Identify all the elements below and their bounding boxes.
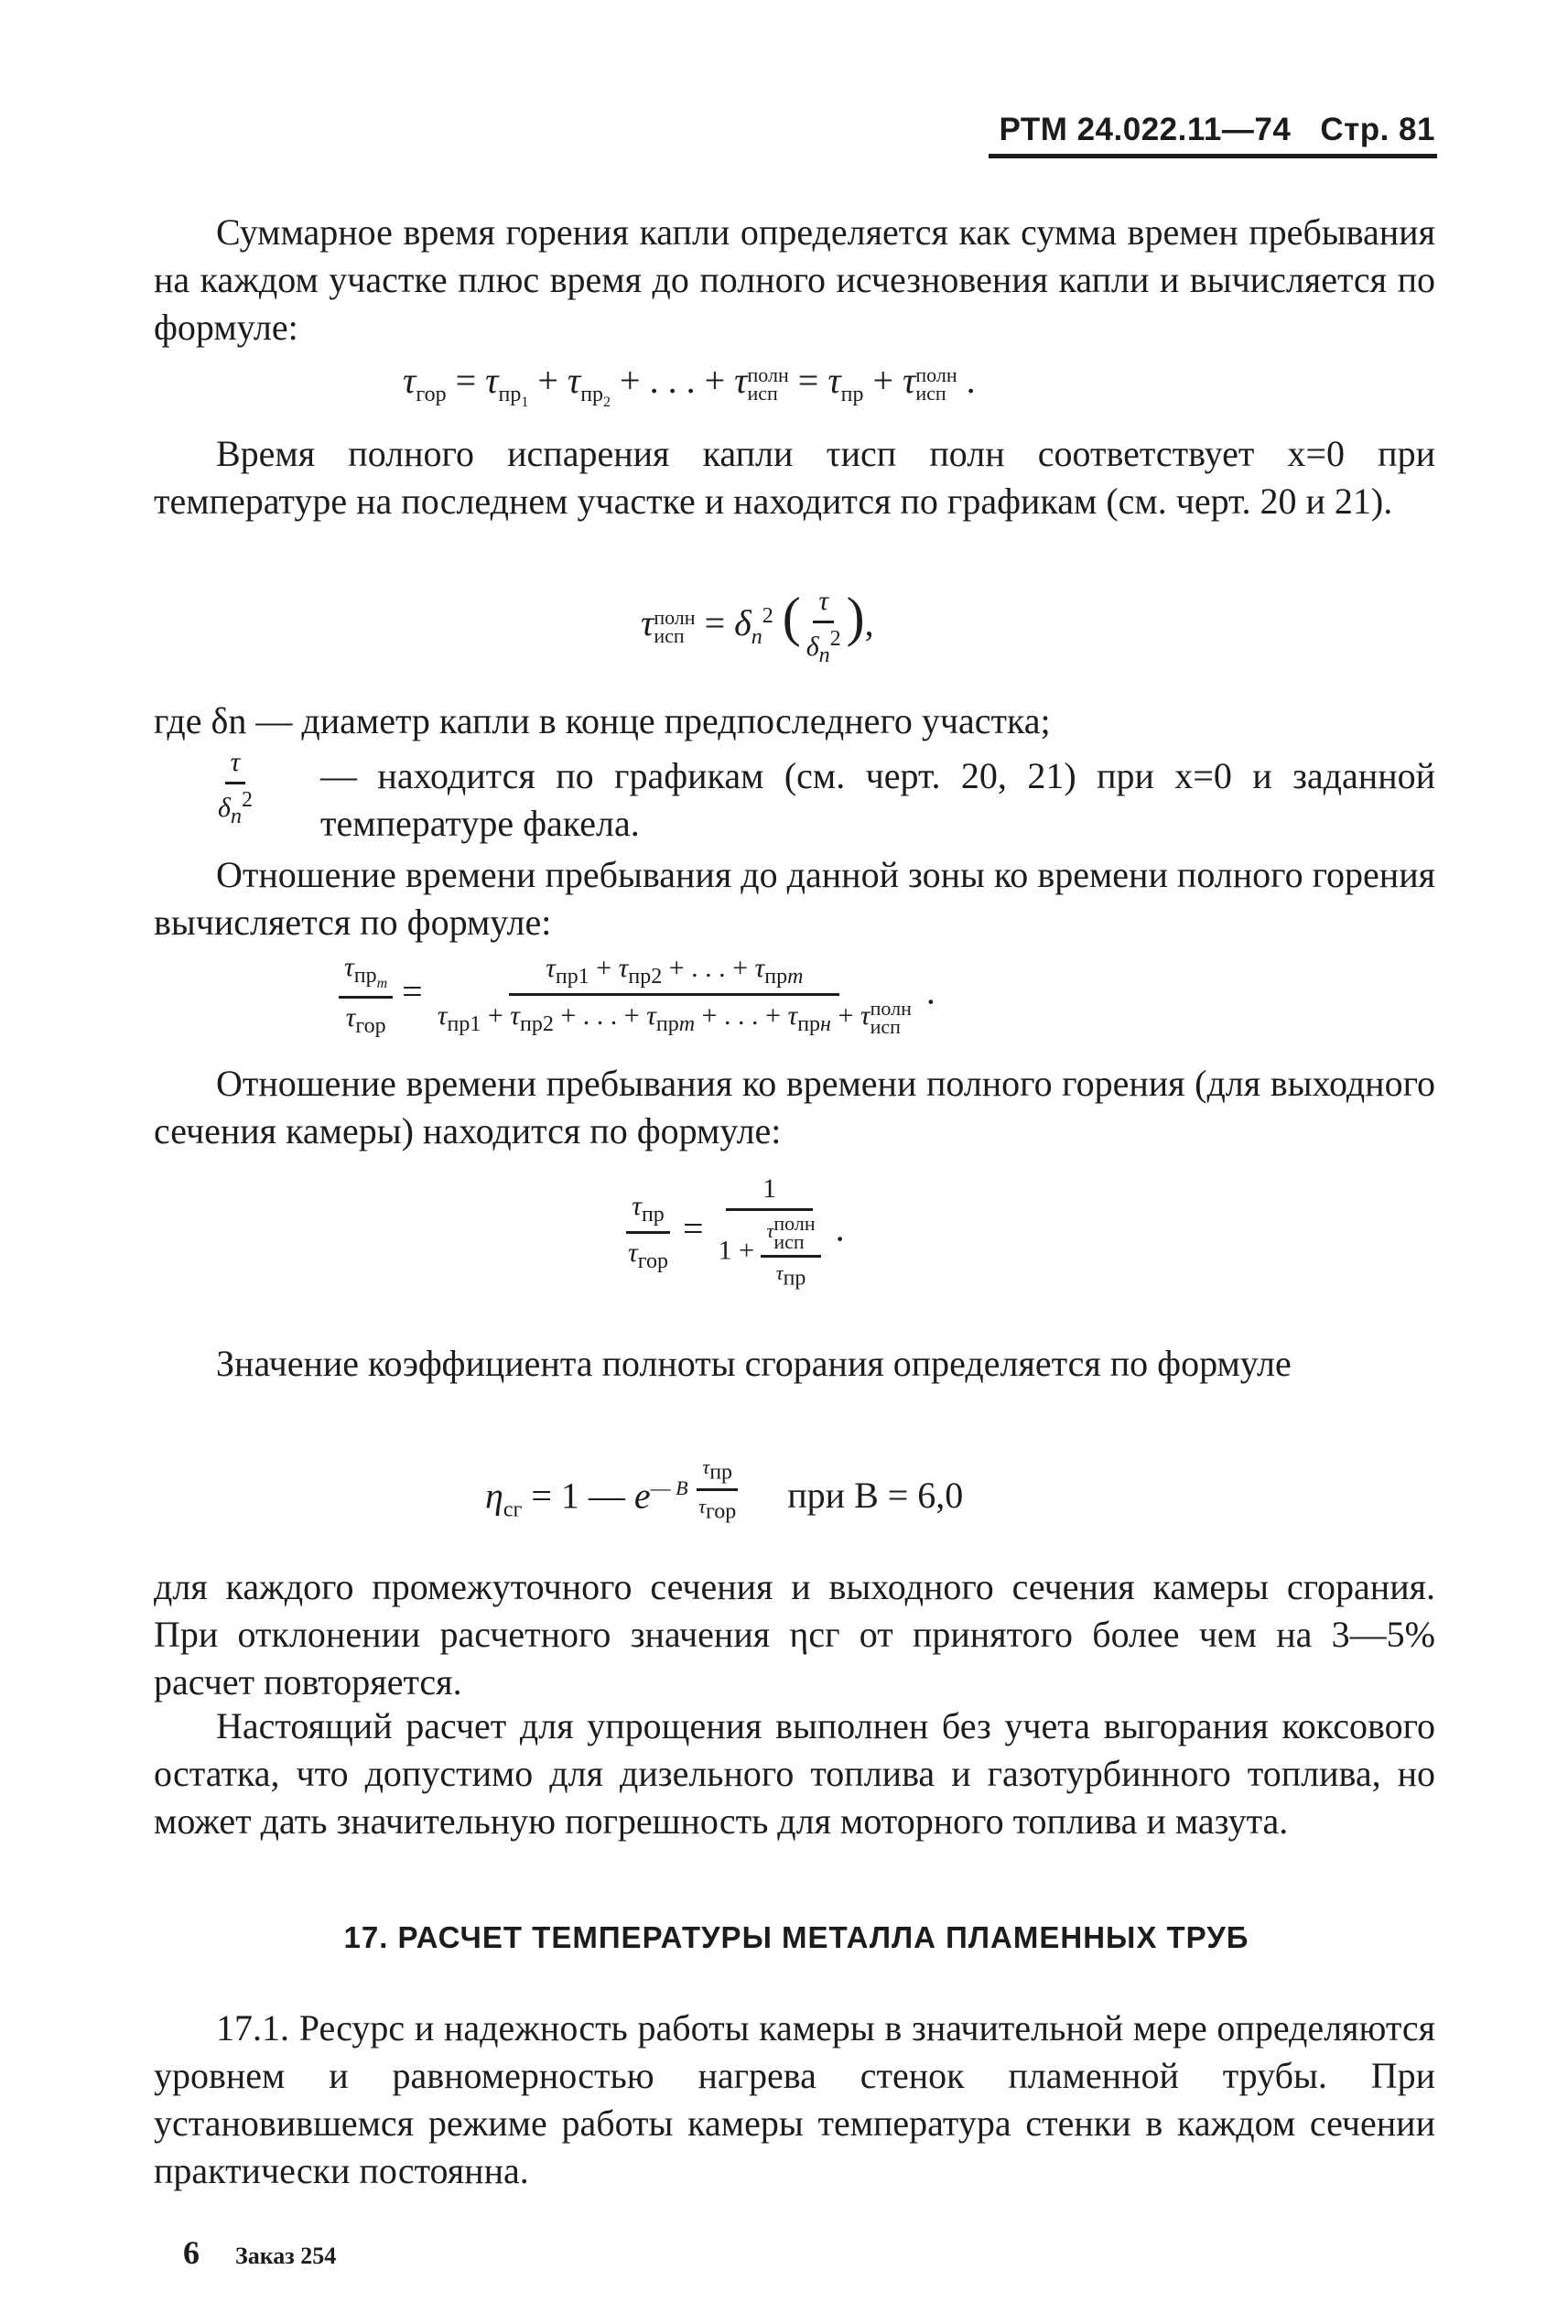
paragraph-2: Время полного испарения капли τисп полн соответствует x=0 при температуре на последнем участке и находится по графикам (см. черт. 20 и 21). [154, 433, 1435, 522]
paragraph-1-block [154, 209, 1435, 351]
paragraph-3-dn: где δn — диаметр капли в конце предпоследнего участка; [154, 700, 1051, 741]
paragraph-9-block [154, 2005, 1435, 2195]
paragraph-6: Значение коэффициента полноты сгорания определяется по формуле [216, 1343, 1292, 1384]
paragraph-4: Отношение времени пребывания до данной зоны ко времени полного горения вычисляется по формуле: [154, 854, 1435, 943]
paragraph-2-block [154, 430, 1435, 525]
formula-condition: при B = 6,0 [787, 1475, 964, 1517]
paragraph-3-block [154, 697, 1435, 745]
formula-combustion-efficiency: $\eta_{сг} = 1$ — $e^{— B \frac{\tau_{пр}}{\tau_{гор}}}$ при B = 6,0 [485, 1455, 964, 1524]
footer-order: Заказ 254 [235, 2243, 337, 2269]
paragraph-5-block [154, 1060, 1435, 1155]
footer-page-number: 6 [183, 2234, 200, 2271]
frac-tau-dn2: $\frac{\tau}{\delta_n^2}$ [218, 747, 253, 828]
header-rule [989, 154, 1437, 158]
paragraph-6-block [154, 1340, 1435, 1388]
paragraph-1: Суммарное время горения капли определяется как сумма времен пребывания на каждом участке плюс время до полного исчезновения капли и вычисляется по формуле: [154, 211, 1435, 348]
formula-total-time: $\tau_{гор} = \tau_{пр_1} + \tau_{пр_2}$ + . . . + τ полн исп = $\tau_{пр} + \tau$ полн исп . [403, 360, 976, 410]
paragraph-8: Настоящий расчет для упрощения выполнен без учета выгорания коксового остатка, что допустимо для дизельного топлива и газотурбинного топлива, но может дать значительную погрешность для моторного топлива и мазута. [154, 1705, 1435, 1842]
doc-code: РТМ 24.022.11—74 [999, 112, 1292, 147]
formula-residence-ratio: $\frac{\tau_{пр_m}}{\tau_{гор}}$ = $\tau_{пр1} + \tau_{пр2}$ + . . . + $\tau_{прm}$ $\tau_{пр1} + \tau_{пр2}$ + . . . + $\tau_{прm}$ + . . . + $\tau_{прн} + \tau$ полн исп . [339, 952, 935, 1039]
paragraph-8-block [154, 1702, 1435, 1845]
paragraph-5: Отношение времени пребывания ко времени полного горения (для выходного сечения камеры) находится по формуле: [154, 1063, 1435, 1151]
formula-evaporation-time: τ полн исп = $\delta_n^2$ ( $\frac{\tau}{\delta_n^2}$ ), [641, 586, 874, 667]
formula-exit-ratio: $\frac{\tau_{пр}}{\tau_{гор}}$ = 1 1 + τ полн исп $\tau_{пр}$ . [628, 1173, 845, 1291]
section-heading: 17. РАСЧЕТ ТЕМПЕРАТУРЫ МЕТАЛЛА ПЛАМЕННЫХ ТРУБ [343, 1920, 1249, 1954]
paragraph-4-block [154, 851, 1435, 946]
page-header [996, 112, 1435, 148]
paragraph-7: для каждого промежуточного сечения и выходного сечения камеры сгорания. При отклонении расчетного значения ηсг от принятого более чем на 3—5% расчет повторяется. [154, 1566, 1435, 1702]
page-footer [183, 2233, 336, 2272]
paragraph-9: 17.1. Ресурс и надежность работы камеры в значительной мере определяются уровнем и равномерностью нагрева стенок пламенной трубы. При установившемся режиме работы камеры температура стенки в каждом сечении практически постоянна. [154, 2007, 1435, 2191]
page-label: Стр. 81 [1320, 112, 1435, 147]
paragraph-7-block [154, 1563, 1435, 1706]
paragraph-3-frac-text: — находится по графикам (см. черт. 20, 21) при x=0 и заданной температуре факела. [320, 755, 1435, 844]
